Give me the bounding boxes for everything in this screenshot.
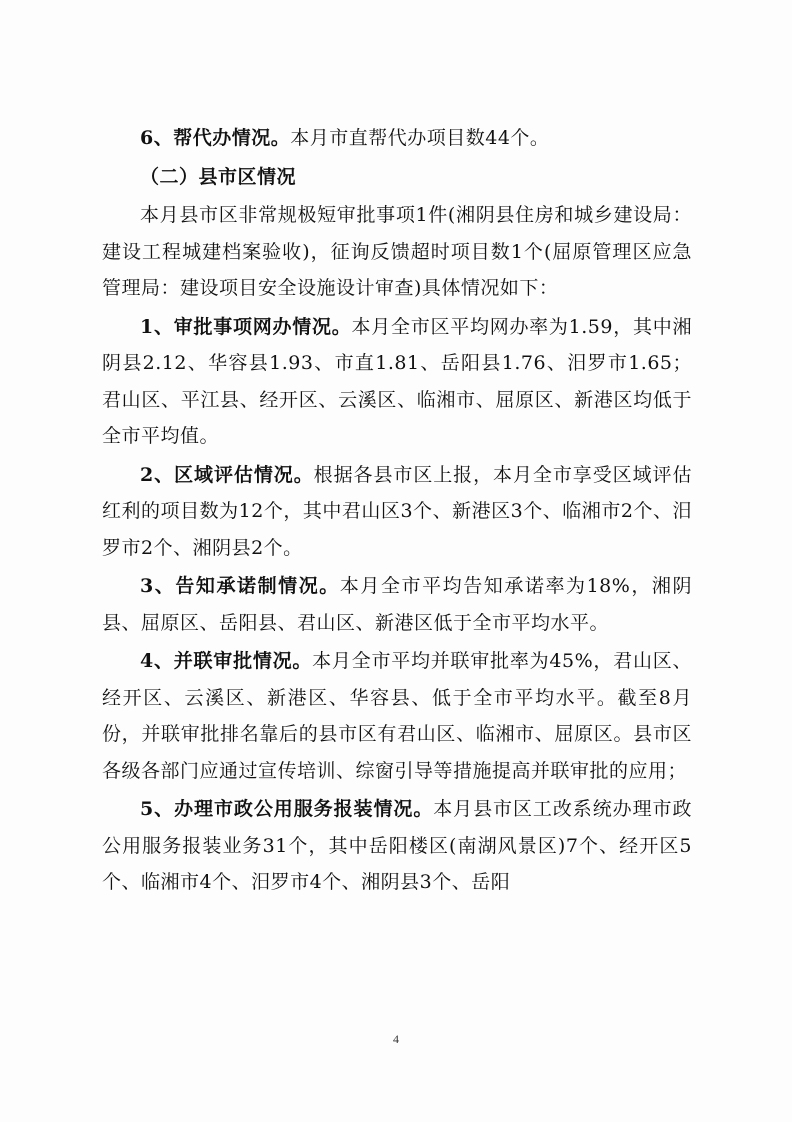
paragraph-municipal-services xyxy=(102,791,692,901)
paragraph-text: 本月县市区非常规极短审批事项1件(湘阴县住房和城乡建设局：建设工程城建档案验收)，征询反馈超时项目数1个(屈原管理区应急管理局：建设项目安全设施设计审查)具体情况如下： xyxy=(102,204,692,299)
paragraph-lead: 6、帮代办情况。 xyxy=(140,127,291,149)
paragraph-online-processing xyxy=(102,309,692,455)
paragraph-notification-commitment xyxy=(102,568,692,641)
paragraph-lead: 4、并联审批情况。 xyxy=(140,650,313,672)
paragraph-parallel-approval xyxy=(102,643,692,789)
paragraph-text: 本月市直帮代办项目数44个。 xyxy=(290,127,550,149)
paragraph-text: 本月全市平均告知承诺率为18%，湘阴县、屈原区、岳阳县、君山区、新港区低于全市平均水平。 xyxy=(102,575,692,634)
page-number: 4 xyxy=(393,1032,399,1046)
paragraph-text: 本月全市区平均网办率为1.59，其中湘阴县2.12、华容县1.93、市直1.81、岳阳县1.76、汨罗市1.65；君山区、平江县、经开区、云溪区、临湘市、屈原区、新港区均低于全市平均值。 xyxy=(102,315,692,447)
paragraph-regional-assessment xyxy=(102,457,692,567)
paragraph-lead: 2、区域评估情况。 xyxy=(140,463,314,486)
section-heading-county: （二）县市区情况 xyxy=(140,165,297,188)
paragraph-text: 本月县市区工改系统办理市政公用服务报装业务31个，其中岳阳楼区(南湖风景区)7个、经开区5个、临湘市4个、汨罗市4个、湘阴县3个、岳阳 xyxy=(102,798,692,893)
paragraph-lead: 3、告知承诺制情况。 xyxy=(140,575,340,597)
paragraph-help-agency xyxy=(102,120,692,157)
paragraph-lead: 5、办理市政公用服务报装情况。 xyxy=(140,798,434,820)
paragraph-lead: 1、审批事项网办情况。 xyxy=(140,315,352,338)
document-body xyxy=(102,120,692,901)
paragraph-text: 根据各县市区上报，本月全市享受区域评估红利的项目数为12个，其中君山区3个、新港区3个、临湘市2个、汨罗市2个、湘阴县2个。 xyxy=(102,463,692,559)
paragraph-text: 本月全市平均并联审批率为45%，君山区、经开区、云溪区、新港区、华容县、低于全市平均水平。截至8月份，并联审批排名靠后的县市区有君山区、临湘市、屈原区。县市区各级各部门应通过宣传培训、综窗引导等措施提高并联审批的应用； xyxy=(102,650,692,782)
paragraph-county-overview xyxy=(102,197,692,307)
